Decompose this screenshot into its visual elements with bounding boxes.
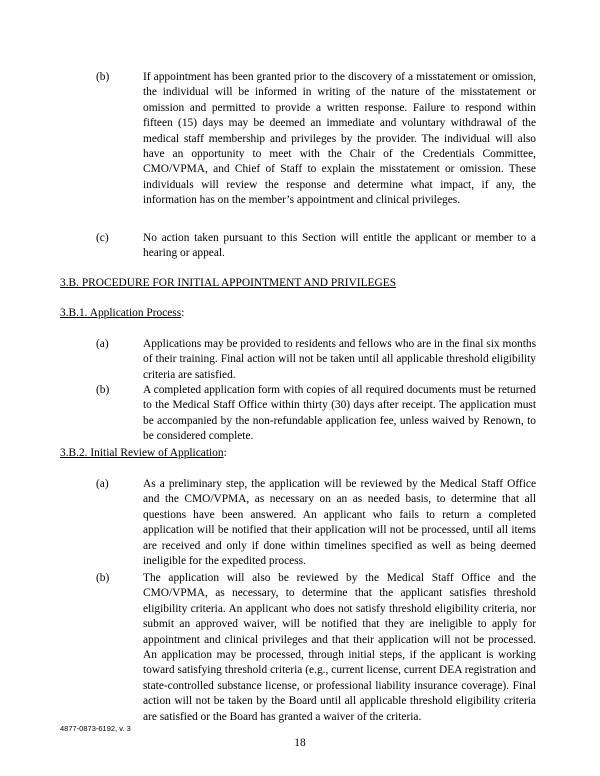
- item-label: (c): [96, 232, 109, 244]
- heading-colon: :: [181, 307, 185, 319]
- page-number: 18: [294, 737, 306, 749]
- paragraph-item-a: [96, 337, 536, 383]
- paragraph-item-c: [96, 231, 536, 262]
- paragraph-item-b: [96, 70, 536, 209]
- item-label: (b): [96, 384, 110, 396]
- item-text: As a preliminary step, the application will be reviewed by the Medical Staff Office and the CMO/VPMA, as necessary on an as needed basis, to determine that all questions have been answered. An applicant who fails to return a completed application will be notified that their application will not be processed, until all items are received and only if done within timelines specified as well as being deemed ineligible for the expedited process.: [143, 478, 536, 568]
- subsection-heading-3B1: [60, 306, 184, 321]
- paragraph-item-b: [96, 383, 536, 445]
- subsection-heading-text: 3.B.1. Application Process: [60, 307, 182, 319]
- item-text: The application will also be reviewed by the Medical Staff Office and the CMO/VPMA, as necessary, to determine that the applicant satisfies threshold eligibility criteria. An applicant who does not satisfy threshold eligibility criteria, nor submit an approved waiver, will be notified that they are ineligible to apply for appointment and clinical privileges and that their application will not be processed. An application may be processed, through initial steps, if the applicant is working toward satisfying threshold criteria (e.g., current license, current DEA registration and state-controlled substance license, or professional liability insurance coverage). Final action will not be taken by the Board until all applicable threshold eligibility criteria are satisfied or the Board has granted a waiver of the criteria.: [143, 572, 536, 723]
- item-label: (b): [96, 572, 110, 584]
- paragraph-item-a: [96, 477, 536, 569]
- item-label: (a): [96, 478, 109, 490]
- item-text: A completed application form with copies of all required documents must be returned to the Medical Staff Office within thirty (30) days after receipt. The application must be accompanied by the non-refundable application fee, unless waived by Renown, to be considered complete.: [143, 384, 536, 443]
- document-id: 4877-0873-6192, v. 3: [60, 724, 131, 733]
- heading-colon: :: [223, 447, 227, 459]
- section-heading-3B: 3.B. PROCEDURE FOR INITIAL APPOINTMENT AND PRIVILEGES: [60, 277, 397, 289]
- item-label: (b): [96, 71, 110, 83]
- subsection-heading-text: 3.B.2. Initial Review of Application: [60, 447, 224, 459]
- item-text: If appointment has been granted prior to the discovery of a misstatement or omission, the individual will be informed in writing of the nature of the misstatement or omission and permitted to provide a written response. Failure to respond within fifteen (15) days may be deemed an immediate and voluntary withdrawal of the medical staff membership and privileges by the provider. The individual will also have an opportunity to meet with the Chair of the Credentials Committee, CMO/VPMA, and Chief of Staff to explain the misstatement or omission. These individuals will review the response and determine what impact, if any, the information has on the member’s appointment and clinical privileges.: [143, 71, 536, 207]
- item-text: No action taken pursuant to this Section will entitle the applicant or member to a hearing or appeal.: [143, 232, 536, 260]
- paragraph-item-b: [96, 571, 536, 725]
- item-text: Applications may be provided to residents and fellows who are in the final six months of their training. Final action will not be taken until all applicable threshold eligibility criteria are satisfied.: [143, 338, 536, 381]
- subsection-heading-3B2: [60, 446, 227, 461]
- item-label: (a): [96, 338, 109, 350]
